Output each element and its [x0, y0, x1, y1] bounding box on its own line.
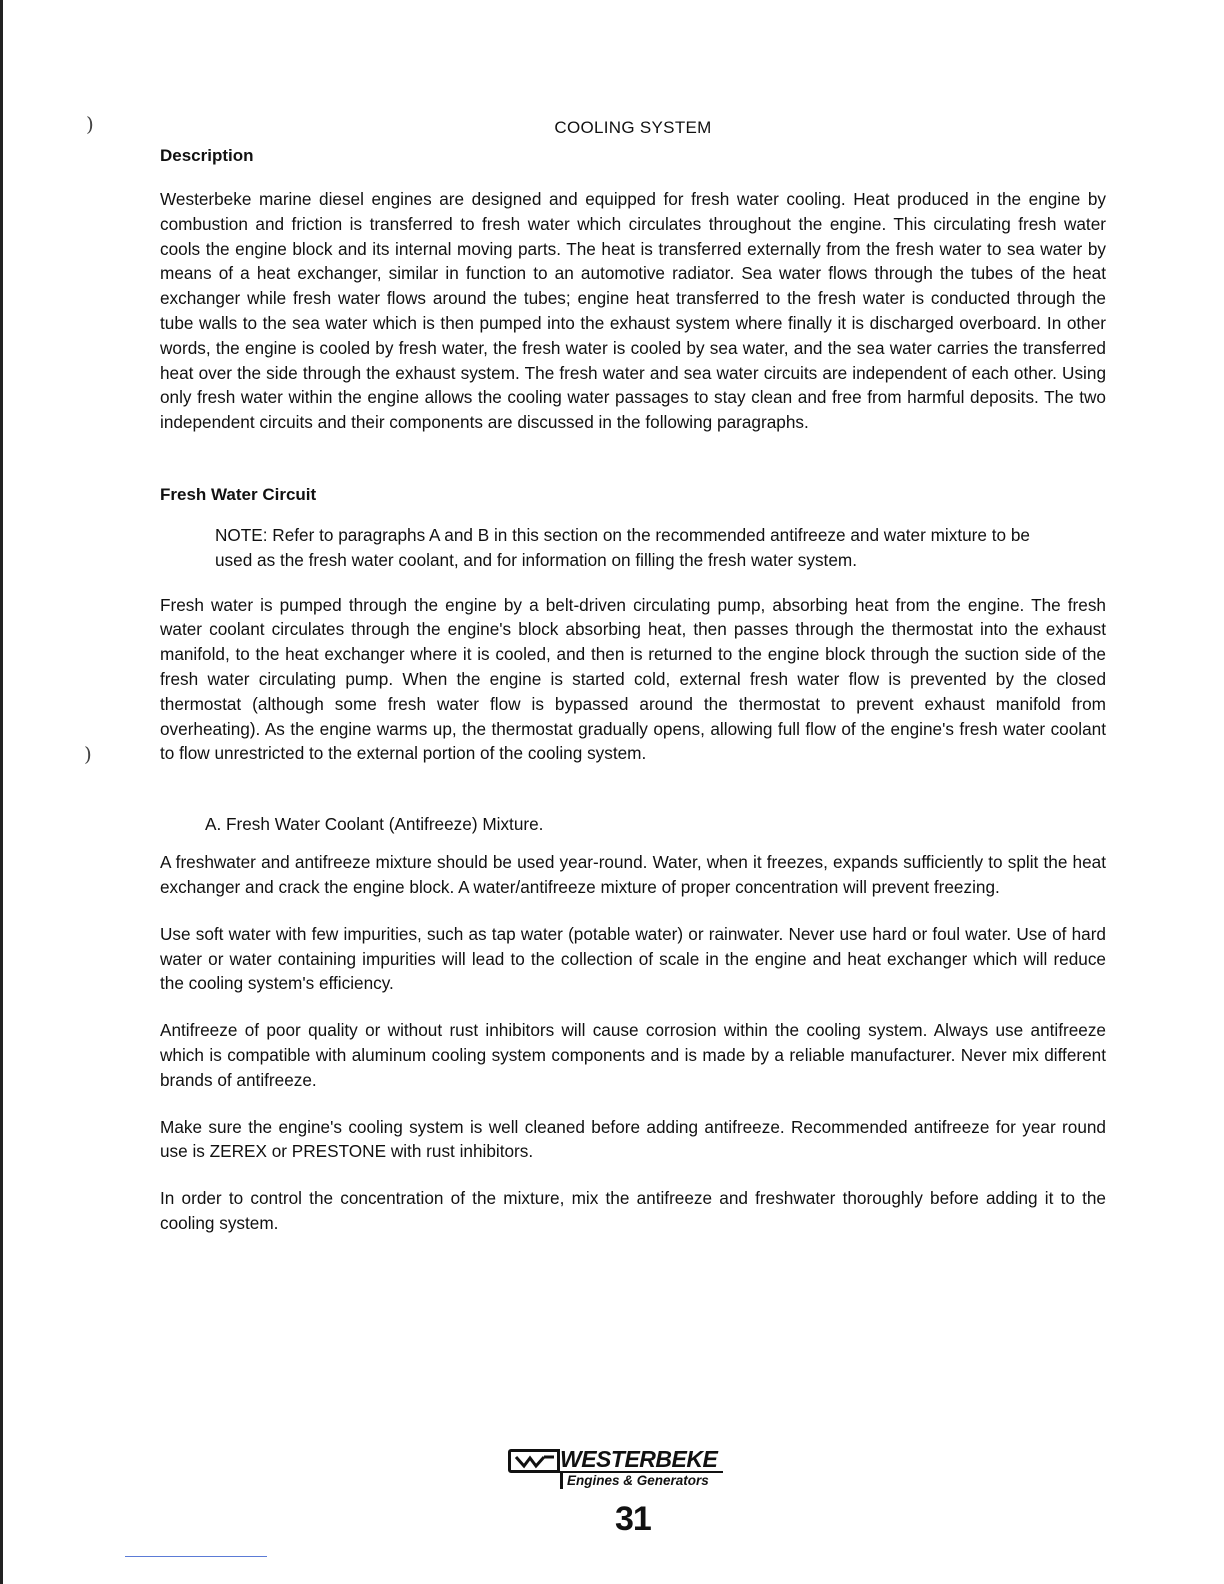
tagline-bar — [560, 1473, 563, 1489]
section-title: COOLING SYSTEM — [554, 118, 712, 137]
fresh-water-circuit-paragraph: Fresh water is pumped through the engine by a belt-driven circulating pump, absorbing heat from the engine. The fresh water coolant circulates through the engine's block absorbing heat, then passes through the thermostat into the exhaust manifold, to the heat exchanger where it is cooled, and then is returned to the engine block through the suction side of the fresh water circulating pump. When the engine is started cold, external fresh water flow is prevented by the closed thermostat (although some fresh water flow is bypassed around the thermostat to prevent exhaust manifold from overheating). As the engine warms up, the thermostat gradually opens, allowing full flow of the engine's fresh water coolant to flow unrestricted to the external portion of the cooling system. — [160, 594, 1106, 764]
antifreeze-quality-paragraph: Antifreeze of poor quality or without rust inhibitors will cause corrosion within the cooling system. Always use antifreeze which is compatible with aluminum cooling system components and is made by a reliable manufacturer. Never mix different brands of antifreeze. — [160, 1020, 1106, 1090]
scan-bracket-mark: ) — [84, 742, 92, 766]
description-paragraph: Westerbeke marine diesel engines are designed and equipped for fresh water cooling. Heat produced in the engine by combustion and friction is transferred to fresh water which circulates throughout the engine. This circulating fresh water cools the engine block and its internal moving parts. The heat is transferred externally from the fresh water to sea water by means of a heat exchanger, similar in function to an automotive radiator. Sea water flows through the tubes of the heat exchanger while fresh water flows around the tubes; engine heat transferred to the fresh water is conducted through the tube walls to the sea water which is then pumped into the exhaust system where finally it is discharged overboard. In other words, the engine is cooled by fresh water, the fresh water is cooled by sea water, and the sea water carries the transferred heat over the side through the exhaust system. The fresh water and sea water circuits are independent of each other. Using only fresh water within the engine allows the cooling water passages to stay clean and free from harmful deposits. The two independent circuits and their components are discussed in the following paragraphs. — [160, 189, 1106, 433]
coolant-mixture-heading: A. Fresh Water Coolant (Antifreeze) Mixture. — [205, 814, 544, 835]
note-paragraph: NOTE: Refer to paragraphs A and B in this section on the recommended antifreeze and water mixture to be used as the fresh water coolant, and for information on filling the fresh water system. — [215, 524, 1030, 570]
coolant-mixture-paragraph: A freshwater and antifreeze mixture should be used year-round. Water, when it freezes, expands sufficiently to split the heat exchanger and crack the engine block. A water/antifreeze mixture of proper concentration will prevent freezing. — [160, 852, 1106, 897]
bottom-rule — [125, 1556, 267, 1557]
footer-logo — [508, 1443, 772, 1489]
brand-name: WESTERBEKE — [560, 1447, 723, 1473]
fresh-water-circuit-heading: Fresh Water Circuit — [160, 484, 317, 504]
scan-bracket-mark: ) — [86, 112, 94, 136]
document-body — [160, 118, 1106, 1236]
soft-water-paragraph: Use soft water with few impurities, such as tap water (potable water) or rainwater. Never use hard or foul water. Use of hard water or water containing impurities will lead to the collection of scale in the engine and heat exchanger which will reduce the cooling system's efficiency. — [160, 923, 1106, 994]
scan-page-edge — [0, 0, 3, 1584]
cleaning-paragraph: Make sure the engine's cooling system is well cleaned before adding antifreeze. Recommended antifreeze for year round use is ZEREX or PRESTONE with rust inhibitors. — [160, 1116, 1106, 1162]
brand-tagline: Engines & Generators — [567, 1473, 709, 1488]
mixing-paragraph: In order to control the concentration of the mixture, mix the antifreeze and freshwater thoroughly before adding it to the cooling system. — [160, 1188, 1106, 1233]
westerbeke-logo-icon — [508, 1449, 560, 1473]
page-number: 31 — [615, 1500, 651, 1538]
description-heading: Description — [160, 146, 254, 165]
